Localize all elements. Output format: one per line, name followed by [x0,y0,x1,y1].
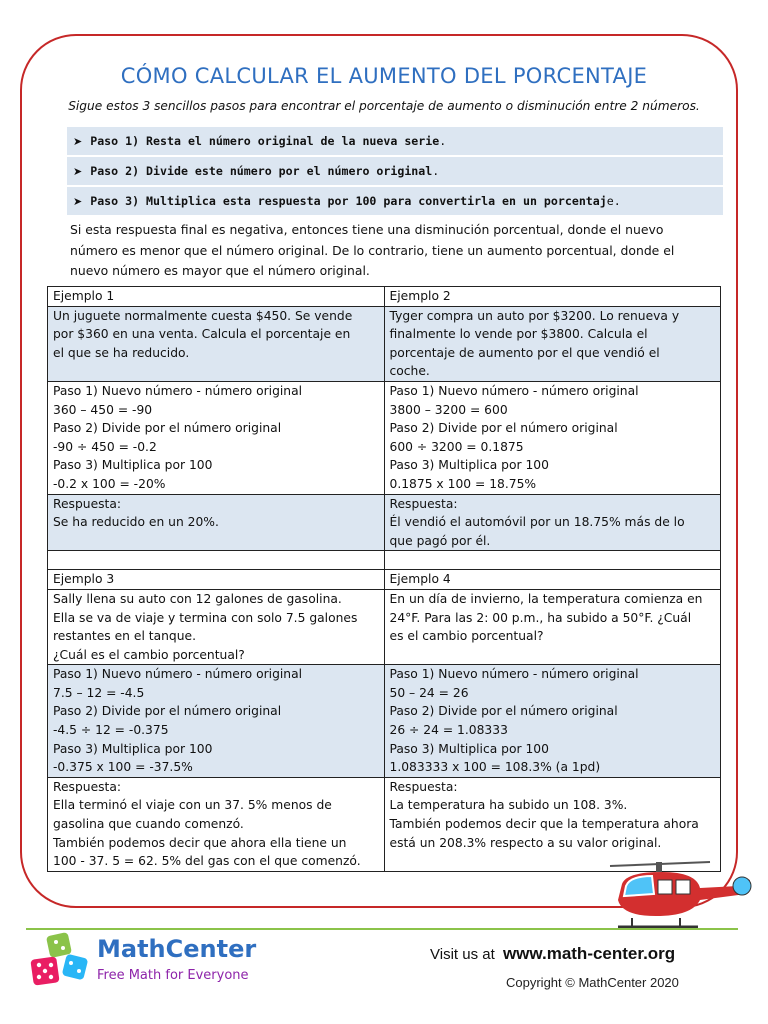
example-3-header: Ejemplo 3 [48,570,385,590]
work-line: Paso 3) Multiplica por 100 [53,458,213,473]
arrow-bullet-icon: ➤ [73,134,83,148]
answer-line: Se ha reducido en un 20%. [53,515,219,530]
answer-label: Respuesta: [53,496,122,511]
website-link[interactable]: www.math-center.org [502,944,676,963]
example-answer-row [48,494,721,551]
problem-line: coche. [389,364,430,379]
steps-list [67,127,723,217]
problem-line: es el cambio porcentual? [389,629,544,644]
work-line: 360 – 450 = -90 [53,402,153,417]
page-title: CÓMO CALCULAR EL AUMENTO DEL PORCENTAJE [120,64,648,88]
explanation-paragraph [70,220,730,282]
answer-line: También podemos decir que ahora ella tiene un [53,835,347,850]
example-problem-row [48,589,721,664]
problem-line: 24°F. Para las 2: 00 p.m., ha subido a 50°F. ¿Cuál [389,610,692,625]
step-1-tail: . [439,134,447,148]
brand-tagline: Free Math for Everyone [97,968,249,983]
problem-line: el que se ha reducido. [53,345,190,360]
work-line: 3800 – 3200 = 600 [389,402,508,417]
example-1-problem [48,306,385,381]
work-line: 600 ÷ 3200 = 0.1875 [389,439,524,454]
example-work-row [48,381,721,494]
example-1-answer [48,494,385,551]
example-header-row [48,287,721,307]
answer-line: Ella terminó el viaje con un 37. 5% menos de [53,798,332,813]
answer-label: Respuesta: [389,779,458,794]
example-1-work [48,381,385,494]
example-header-row [48,570,721,590]
example-work-row [48,665,721,778]
footer-divider [26,928,738,930]
arrow-bullet-icon: ➤ [73,164,83,178]
answer-line: También podemos decir que la temperatura ahora [389,817,699,832]
problem-line: por $360 en una venta. Calcula el porcentaje en [53,327,351,342]
work-line: Paso 3) Multiplica por 100 [389,741,549,756]
work-line: -90 ÷ 450 = -0.2 [53,439,157,454]
work-line: -4.5 ÷ 12 = -0.375 [53,723,169,738]
problem-line: Tyger compra un auto por $3200. Lo renueva y [389,308,680,323]
problem-line: Ella se va de viaje y termina con solo 7.5 galones [53,610,358,625]
step-1 [67,127,723,155]
answer-label: Respuesta: [389,496,458,511]
answer-line: 100 - 37. 5 = 62. 5% del gas con el que comenzó. [53,854,361,869]
helicopter-illustration [592,854,762,934]
problem-line: Un juguete normalmente cuesta $450. Se vende [53,308,353,323]
work-line: -0.2 x 100 = -20% [53,476,166,491]
example-2-answer [384,494,721,551]
dice-logo-icon [26,930,92,992]
work-line: Paso 1) Nuevo número - número original [389,383,639,398]
work-line: Paso 3) Multiplica por 100 [53,741,213,756]
work-line: Paso 2) Divide por el número original [53,421,282,436]
step-3 [67,187,723,215]
explanation-line: Si esta respuesta final es negativa, entonces tiene una disminución porcentual, donde el nuevo [70,222,664,237]
step-3-tail: e. [606,194,621,208]
work-line: Paso 3) Multiplica por 100 [389,458,549,473]
example-problem-row [48,306,721,381]
brand-name: MathCenter [97,935,257,963]
work-line: Paso 1) Nuevo número - número original [53,383,303,398]
work-line: 50 – 24 = 26 [389,685,469,700]
work-line: Paso 1) Nuevo número - número original [389,667,639,682]
step-3-text: Paso 3) Multiplica esta respuesta por 100 para convertirla en un porcentaj [90,194,607,208]
answer-line: Él vendió el automóvil por un 18.75% más de lo [389,515,685,530]
work-line: 26 ÷ 24 = 1.08333 [389,723,508,738]
work-line: Paso 1) Nuevo número - número original [53,667,303,682]
work-line: 7.5 – 12 = -4.5 [53,685,145,700]
problem-line: Sally llena su auto con 12 galones de gasolina. [53,591,342,606]
example-3-problem [48,589,385,664]
work-line: Paso 2) Divide por el número original [389,421,618,436]
example-4-work [384,665,721,778]
step-2-text: Paso 2) Divide este número por el número original [90,164,433,178]
example-3-work [48,665,385,778]
step-1-text: Paso 1) Resta el número original de la nueva serie [90,134,440,148]
spacer-cell [384,551,721,570]
copyright-text: Copyright © MathCenter 2020 [506,975,679,990]
example-3-answer [48,777,385,871]
visit-label: Visit us at [430,946,495,963]
example-1-header: Ejemplo 1 [48,287,385,307]
examples-table [47,286,721,872]
answer-line: La temperatura ha subido un 108. 3%. [389,798,628,813]
example-4-problem [384,589,721,664]
example-2-work [384,381,721,494]
work-line: -0.375 x 100 = -37.5% [53,760,193,775]
problem-line: restantes en el tanque. [53,629,196,644]
step-2-tail: . [432,164,440,178]
spacer-row [48,551,721,570]
work-line: Paso 2) Divide por el número original [53,704,282,719]
explanation-line: número es menor que el número original. De lo contrario, tiene un aumento porcentual, donde el [70,242,675,258]
step-2 [67,157,723,185]
example-4-header: Ejemplo 4 [384,570,721,590]
answer-line: está un 208.3% respecto a su valor original. [389,835,662,850]
problem-line: finalmente lo vende por $3800. Calcula el [389,327,648,342]
explanation-line: nuevo número es mayor que el número original. [70,263,370,278]
work-line: 0.1875 x 100 = 18.75% [389,476,537,491]
problem-line: En un día de invierno, la temperatura comienza en [389,591,703,606]
example-2-header: Ejemplo 2 [384,287,721,307]
problem-line: ¿Cuál es el cambio porcentual? [53,647,245,662]
spacer-cell [48,551,385,570]
visit-line [430,944,675,964]
arrow-bullet-icon: ➤ [73,194,83,208]
answer-line: gasolina que cuando comenzó. [53,817,244,832]
work-line: Paso 2) Divide por el número original [389,704,618,719]
work-line: 1.083333 x 100 = 108.3% (a 1pd) [389,760,601,775]
answer-line: que pagó por él. [389,533,491,548]
example-2-problem [384,306,721,381]
problem-line: porcentaje de aumento por el que vendió el [389,345,660,360]
page-subtitle: Sigue estos 3 sencillos pasos para encontrar el porcentaje de aumento o disminución entre 2 números. [68,99,700,113]
answer-label: Respuesta: [53,779,122,794]
